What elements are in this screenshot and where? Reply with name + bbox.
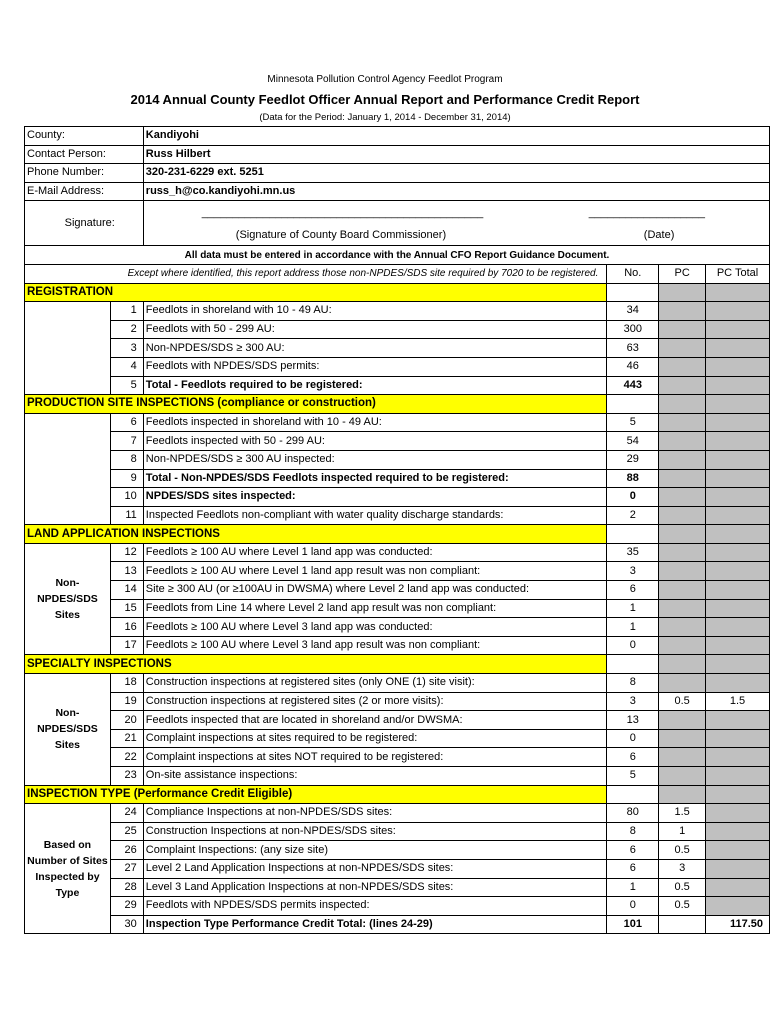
line-description: Feedlots ≥ 100 AU where Level 1 land app was conducted: bbox=[143, 543, 607, 562]
line-description: Feedlots from Line 14 where Level 2 land app result was non compliant: bbox=[143, 599, 607, 618]
line-number: 9 bbox=[110, 469, 143, 488]
line-pc-total bbox=[706, 376, 770, 395]
line-count[interactable]: 80 bbox=[607, 804, 659, 823]
line-pc-total bbox=[706, 729, 770, 748]
table-row bbox=[25, 376, 770, 395]
line-pc-total bbox=[706, 432, 770, 451]
line-pc bbox=[659, 469, 706, 488]
section-title: REGISTRATION bbox=[25, 283, 607, 302]
line-number: 17 bbox=[110, 636, 143, 655]
line-count[interactable]: 6 bbox=[607, 581, 659, 600]
line-count[interactable]: 35 bbox=[607, 543, 659, 562]
line-pc bbox=[659, 357, 706, 376]
line-count[interactable]: 8 bbox=[607, 822, 659, 841]
section-header-land bbox=[25, 525, 770, 544]
group-label: Non-NPDES/SDS Sites bbox=[25, 543, 111, 655]
line-pc-total bbox=[706, 320, 770, 339]
line-description: Total - Non-NPDES/SDS Feedlots inspected required to be registered: bbox=[143, 469, 607, 488]
line-number: 18 bbox=[110, 674, 143, 693]
line-pc-total bbox=[706, 674, 770, 693]
line-pc bbox=[659, 748, 706, 767]
line-number: 8 bbox=[110, 450, 143, 469]
county-value: Kandiyohi bbox=[143, 127, 769, 146]
line-description: Feedlots with 50 - 299 AU: bbox=[143, 320, 607, 339]
line-pc-total bbox=[706, 748, 770, 767]
line-count[interactable]: 46 bbox=[607, 357, 659, 376]
line-pc bbox=[659, 599, 706, 618]
line-pc bbox=[659, 488, 706, 507]
line-count[interactable]: 2 bbox=[607, 506, 659, 525]
email-row bbox=[25, 182, 770, 201]
line-pc bbox=[659, 543, 706, 562]
line-count[interactable]: 0 bbox=[607, 897, 659, 916]
line-number: 14 bbox=[110, 581, 143, 600]
table-row bbox=[25, 729, 770, 748]
table-row bbox=[25, 674, 770, 693]
line-pc-total bbox=[706, 413, 770, 432]
section-pct-cell bbox=[706, 395, 770, 414]
line-pc-total bbox=[706, 506, 770, 525]
section-pc-cell bbox=[659, 655, 706, 674]
table-row bbox=[25, 562, 770, 581]
contact-label: Contact Person: bbox=[25, 145, 144, 164]
line-description: Total - Feedlots required to be registered: bbox=[143, 376, 607, 395]
line-description: Non-NPDES/SDS ≥ 300 AU inspected: bbox=[143, 450, 607, 469]
line-number: 30 bbox=[110, 915, 143, 934]
line-description: Construction inspections at registered sites (only ONE (1) site visit): bbox=[143, 674, 607, 693]
line-count[interactable]: 34 bbox=[607, 302, 659, 321]
line-pc-total bbox=[706, 469, 770, 488]
line-description: Inspection Type Performance Credit Total: (lines 24-29) bbox=[143, 915, 607, 934]
table-row bbox=[25, 302, 770, 321]
line-count[interactable]: 8 bbox=[607, 674, 659, 693]
line-description: Site ≥ 300 AU (or ≥100AU in DWSMA) where Level 2 land app was conducted: bbox=[143, 581, 607, 600]
line-pc bbox=[659, 376, 706, 395]
phone-value: 320-231-6229 ext. 5251 bbox=[143, 164, 769, 183]
line-pc: 3 bbox=[659, 859, 706, 878]
group-label: Based on Number of Sites Inspected by Type bbox=[25, 804, 111, 934]
line-description: NPDES/SDS sites inspected: bbox=[143, 488, 607, 507]
table-row bbox=[25, 748, 770, 767]
line-count[interactable]: 300 bbox=[607, 320, 659, 339]
signature-caption: (Signature of County Board Commissioner) bbox=[235, 229, 447, 242]
line-number: 24 bbox=[110, 804, 143, 823]
line-description: Feedlots inspected in shoreland with 10 - 49 AU: bbox=[143, 413, 607, 432]
line-pc-total bbox=[706, 636, 770, 655]
line-pc: 1 bbox=[659, 822, 706, 841]
line-count[interactable]: 5 bbox=[607, 413, 659, 432]
line-pc-total bbox=[706, 841, 770, 860]
section-no-cell bbox=[607, 525, 659, 544]
line-number: 23 bbox=[110, 767, 143, 786]
table-row bbox=[25, 822, 770, 841]
line-description: Compliance Inspections at non-NPDES/SDS sites: bbox=[143, 804, 607, 823]
notice-row bbox=[25, 246, 770, 265]
section-pc-cell bbox=[659, 525, 706, 544]
line-pc-total bbox=[706, 859, 770, 878]
line-pc bbox=[659, 450, 706, 469]
line-pc bbox=[659, 636, 706, 655]
section-pct-cell bbox=[706, 785, 770, 804]
section-no-cell bbox=[607, 655, 659, 674]
table-row bbox=[25, 450, 770, 469]
line-description: Complaint inspections at sites required to be registered: bbox=[143, 729, 607, 748]
email-value: russ_h@co.kandiyohi.mn.us bbox=[143, 182, 769, 201]
county-label: County: bbox=[25, 127, 144, 146]
line-number: 22 bbox=[110, 748, 143, 767]
section-pc-cell bbox=[659, 283, 706, 302]
table-row bbox=[25, 488, 770, 507]
line-description: Inspected Feedlots non-compliant with water quality discharge standards: bbox=[143, 506, 607, 525]
table-row bbox=[25, 543, 770, 562]
line-description: Level 3 Land Application Inspections at non-NPDES/SDS sites: bbox=[143, 878, 607, 897]
section-title: SPECIALTY INSPECTIONS bbox=[25, 655, 607, 674]
table-row bbox=[25, 841, 770, 860]
line-description: Construction inspections at registered sites (2 or more visits): bbox=[143, 692, 607, 711]
line-number: 7 bbox=[110, 432, 143, 451]
line-number: 12 bbox=[110, 543, 143, 562]
line-pc bbox=[659, 729, 706, 748]
line-number: 2 bbox=[110, 320, 143, 339]
line-count[interactable]: 1 bbox=[607, 878, 659, 897]
line-pc-total bbox=[706, 450, 770, 469]
line-pc bbox=[659, 432, 706, 451]
line-pc-total bbox=[706, 804, 770, 823]
section-header-registration bbox=[25, 283, 770, 302]
column-header-row bbox=[25, 264, 770, 283]
signature-label: Signature: bbox=[25, 201, 144, 246]
line-count[interactable]: 443 bbox=[607, 376, 659, 395]
line-description: Feedlots in shoreland with 10 - 49 AU: bbox=[143, 302, 607, 321]
line-number: 16 bbox=[110, 618, 143, 637]
line-count[interactable]: 3 bbox=[607, 692, 659, 711]
line-pc bbox=[659, 618, 706, 637]
line-count[interactable]: 6 bbox=[607, 841, 659, 860]
line-description: Feedlots ≥ 100 AU where Level 1 land app result was non compliant: bbox=[143, 562, 607, 581]
section-no-cell bbox=[607, 785, 659, 804]
table-row bbox=[25, 320, 770, 339]
col-no-header: No. bbox=[607, 264, 659, 283]
line-count[interactable]: 54 bbox=[607, 432, 659, 451]
line-number: 27 bbox=[110, 859, 143, 878]
line-number: 26 bbox=[110, 841, 143, 860]
contact-value: Russ Hilbert bbox=[143, 145, 769, 164]
line-pc-total bbox=[706, 488, 770, 507]
line-count[interactable]: 88 bbox=[607, 469, 659, 488]
line-count[interactable]: 13 bbox=[607, 711, 659, 730]
signature-line: ______________________________________________ bbox=[201, 207, 484, 220]
line-count[interactable]: 5 bbox=[607, 767, 659, 786]
table-row bbox=[25, 897, 770, 916]
line-number: 6 bbox=[110, 413, 143, 432]
line-description: Non-NPDES/SDS ≥ 300 AU: bbox=[143, 339, 607, 358]
section-pct-cell bbox=[706, 525, 770, 544]
except-note: Except where identified, this report address those non-NPDES/SDS site required by 7020 to be registered. bbox=[25, 264, 607, 283]
line-count[interactable]: 0 bbox=[607, 488, 659, 507]
line-pc bbox=[659, 339, 706, 358]
section-pct-cell bbox=[706, 283, 770, 302]
line-pc bbox=[659, 711, 706, 730]
line-description: Complaint Inspections: (any size site) bbox=[143, 841, 607, 860]
line-pc-total bbox=[706, 302, 770, 321]
line-number: 13 bbox=[110, 562, 143, 581]
date-caption: (Date) bbox=[643, 229, 675, 242]
table-row bbox=[25, 636, 770, 655]
section-header-type bbox=[25, 785, 770, 804]
line-description: Feedlots inspected with 50 - 299 AU: bbox=[143, 432, 607, 451]
line-description: On-site assistance inspections: bbox=[143, 767, 607, 786]
line-count[interactable]: 6 bbox=[607, 748, 659, 767]
line-pc bbox=[659, 674, 706, 693]
table-row bbox=[25, 618, 770, 637]
line-count[interactable]: 63 bbox=[607, 339, 659, 358]
table-row bbox=[25, 711, 770, 730]
line-pc bbox=[659, 915, 706, 934]
line-pc: 0.5 bbox=[659, 841, 706, 860]
line-count[interactable]: 0 bbox=[607, 729, 659, 748]
line-pc: 0.5 bbox=[659, 878, 706, 897]
line-number: 1 bbox=[110, 302, 143, 321]
report-table bbox=[24, 126, 770, 934]
line-pc-total bbox=[706, 599, 770, 618]
line-number: 20 bbox=[110, 711, 143, 730]
line-pc bbox=[659, 506, 706, 525]
date-line: ___________________ bbox=[588, 207, 706, 220]
table-row bbox=[25, 878, 770, 897]
phone-row bbox=[25, 164, 770, 183]
line-count[interactable]: 3 bbox=[607, 562, 659, 581]
line-pc: 0.5 bbox=[659, 897, 706, 916]
line-count[interactable]: 6 bbox=[607, 859, 659, 878]
line-pc-total bbox=[706, 562, 770, 581]
report-title: 2014 Annual County Feedlot Officer Annual Report and Performance Credit Report bbox=[130, 92, 640, 107]
phone-label: Phone Number: bbox=[25, 164, 144, 183]
line-pc-total: 117.50 bbox=[706, 915, 770, 934]
line-pc bbox=[659, 320, 706, 339]
line-description: Construction Inspections at non-NPDES/SDS sites: bbox=[143, 822, 607, 841]
county-row bbox=[25, 127, 770, 146]
signature-area[interactable] bbox=[143, 201, 769, 246]
section-pct-cell bbox=[706, 655, 770, 674]
line-count[interactable]: 101 bbox=[607, 915, 659, 934]
line-number: 29 bbox=[110, 897, 143, 916]
line-count[interactable]: 1 bbox=[607, 618, 659, 637]
line-description: Level 2 Land Application Inspections at non-NPDES/SDS sites: bbox=[143, 859, 607, 878]
table-row bbox=[25, 859, 770, 878]
section-pc-cell bbox=[659, 785, 706, 804]
section-no-cell bbox=[607, 395, 659, 414]
section-title: INSPECTION TYPE (Performance Credit Eligible) bbox=[25, 785, 607, 804]
line-pc: 1.5 bbox=[659, 804, 706, 823]
section-header-specialty bbox=[25, 655, 770, 674]
line-pc-total bbox=[706, 581, 770, 600]
email-label: E-Mail Address: bbox=[25, 182, 144, 201]
section-no-cell bbox=[607, 283, 659, 302]
table-row bbox=[25, 469, 770, 488]
table-row bbox=[25, 915, 770, 934]
line-count[interactable]: 1 bbox=[607, 599, 659, 618]
line-pc-total bbox=[706, 339, 770, 358]
line-number: 3 bbox=[110, 339, 143, 358]
col-pc-header: PC bbox=[659, 264, 706, 283]
table-row bbox=[25, 432, 770, 451]
line-pc bbox=[659, 562, 706, 581]
line-number: 21 bbox=[110, 729, 143, 748]
table-row bbox=[25, 506, 770, 525]
section-title: LAND APPLICATION INSPECTIONS bbox=[25, 525, 607, 544]
section-pc-cell bbox=[659, 395, 706, 414]
line-pc bbox=[659, 767, 706, 786]
line-count[interactable]: 29 bbox=[607, 450, 659, 469]
line-pc: 0.5 bbox=[659, 692, 706, 711]
blank-cell bbox=[25, 413, 111, 525]
table-row bbox=[25, 581, 770, 600]
line-count[interactable]: 0 bbox=[607, 636, 659, 655]
line-pc-total bbox=[706, 822, 770, 841]
table-row bbox=[25, 692, 770, 711]
table-row bbox=[25, 339, 770, 358]
line-description: Feedlots ≥ 100 AU where Level 3 land app result was non compliant: bbox=[143, 636, 607, 655]
line-pc-total bbox=[706, 357, 770, 376]
line-number: 5 bbox=[110, 376, 143, 395]
line-pc bbox=[659, 581, 706, 600]
line-description: Feedlots inspected that are located in shoreland and/or DWSMA: bbox=[143, 711, 607, 730]
line-pc-total bbox=[706, 618, 770, 637]
group-label: Non-NPDES/SDS Sites bbox=[25, 674, 111, 786]
contact-row bbox=[25, 145, 770, 164]
line-description: Feedlots with NPDES/SDS permits: bbox=[143, 357, 607, 376]
line-number: 15 bbox=[110, 599, 143, 618]
signature-row bbox=[25, 201, 770, 246]
line-number: 28 bbox=[110, 878, 143, 897]
line-pc bbox=[659, 413, 706, 432]
line-pc-total bbox=[706, 878, 770, 897]
table-row bbox=[25, 767, 770, 786]
line-pc-total bbox=[706, 711, 770, 730]
section-header-production bbox=[25, 395, 770, 414]
line-pc-total bbox=[706, 543, 770, 562]
guidance-notice: All data must be entered in accordance with the Annual CFO Report Guidance Document. bbox=[25, 246, 770, 265]
report-period: (Data for the Period: January 1, 2014 - December 31, 2014) bbox=[259, 112, 511, 123]
line-number: 4 bbox=[110, 357, 143, 376]
section-title: PRODUCTION SITE INSPECTIONS (compliance or construction) bbox=[25, 395, 607, 414]
table-row bbox=[25, 804, 770, 823]
table-row bbox=[25, 599, 770, 618]
line-description: Feedlots ≥ 100 AU where Level 3 land app was conducted: bbox=[143, 618, 607, 637]
line-number: 11 bbox=[110, 506, 143, 525]
line-description: Complaint inspections at sites NOT required to be registered: bbox=[143, 748, 607, 767]
line-pc-total: 1.5 bbox=[706, 692, 770, 711]
line-pc-total bbox=[706, 767, 770, 786]
line-number: 19 bbox=[110, 692, 143, 711]
table-row bbox=[25, 413, 770, 432]
line-pc bbox=[659, 302, 706, 321]
agency-name: Minnesota Pollution Control Agency Feedlot Program bbox=[267, 74, 503, 85]
blank-cell bbox=[25, 302, 111, 395]
table-row bbox=[25, 357, 770, 376]
line-number: 10 bbox=[110, 488, 143, 507]
line-pc-total bbox=[706, 897, 770, 916]
line-description: Feedlots with NPDES/SDS permits inspected: bbox=[143, 897, 607, 916]
line-number: 25 bbox=[110, 822, 143, 841]
col-pc-total-header: PC Total bbox=[706, 264, 770, 283]
